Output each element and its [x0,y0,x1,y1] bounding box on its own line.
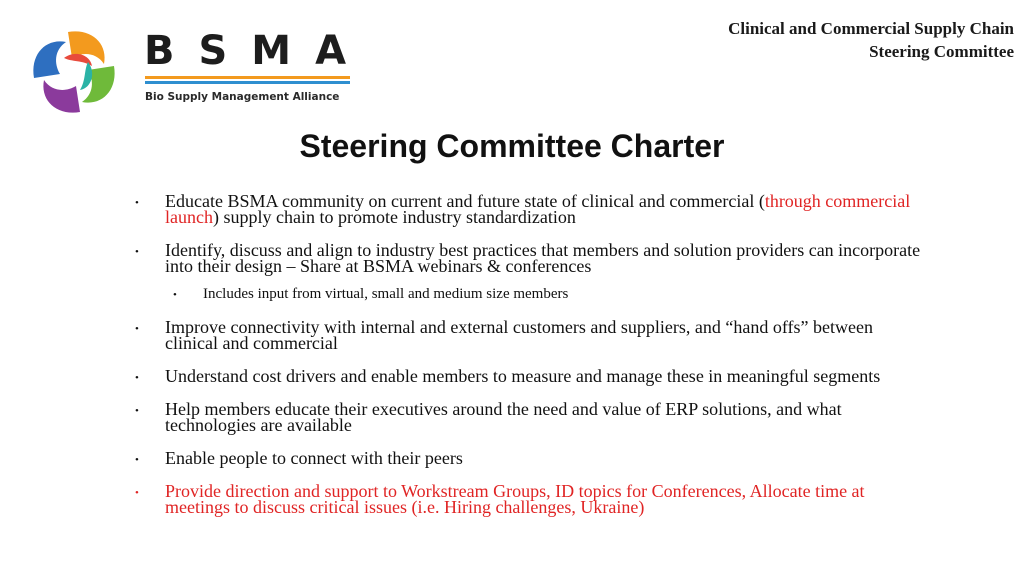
bullet-dot: • [135,454,139,466]
bullet-item [135,368,925,384]
bullet-dot: • [135,487,139,499]
bullet-text: Improve connectivity with internal and external customers and suppliers, and “hand offs” between clinical and commercial [165,317,873,353]
sub-bullet-text: Includes input from virtual, small and medium size members [203,286,569,302]
bullet-text: Provide direction and support to Workstream Groups, ID topics for Conferences, Allocate time at meetings to discuss critical issues (i.e. Hiring challenges, Ukraine) [165,481,865,517]
bullet-text: Understand cost drivers and enable members to measure and manage these in meaningful segments [165,366,881,386]
bullet-item [135,319,925,351]
bullet-text: Identify, discuss and align to industry best practices that members and solution providers can incorporate into their design – Share at BSMA webinars & conferences [165,240,921,276]
charter-bullet-list [135,193,925,515]
bullet-dot: • [135,372,139,384]
header-line-2: Steering Committee [869,42,1014,61]
bullet-dot: • [135,323,139,335]
bullet-dot: • [135,197,139,209]
slide-title: Steering Committee Charter [299,128,725,164]
bullet-text: Educate BSMA community on current and future state of clinical and commercial ( [165,191,765,211]
bullet-dot: • [135,405,139,417]
brand-tagline: Bio Supply Management Alliance [145,91,340,103]
bullet-text: ) supply chain to promote industry standardization [212,207,576,227]
bullet-item [135,193,925,225]
header-line-1: Clinical and Commercial Supply Chain [728,19,1014,38]
bullet-text: Enable people to connect with their peers [165,448,463,468]
bullet-dot: • [173,289,177,301]
bullet-item [135,242,925,274]
bsma-swirl-icon [28,26,120,118]
sub-bullet-item [173,286,925,302]
brand-name: BSMA [144,28,371,74]
bullet-text: Help members educate their executives around the need and value of ERP solutions, and what technologies are available [165,399,842,435]
brand-bar-blue [145,81,350,84]
bullet-dot: • [135,246,139,258]
bullet-item [135,450,925,466]
bullet-text-highlight: through commercial launch [165,191,911,227]
bsma-logo [28,26,371,118]
bullet-item [135,401,925,433]
bullet-item-highlight [135,483,925,515]
brand-bar-orange [145,76,350,79]
header-title [728,17,1014,63]
